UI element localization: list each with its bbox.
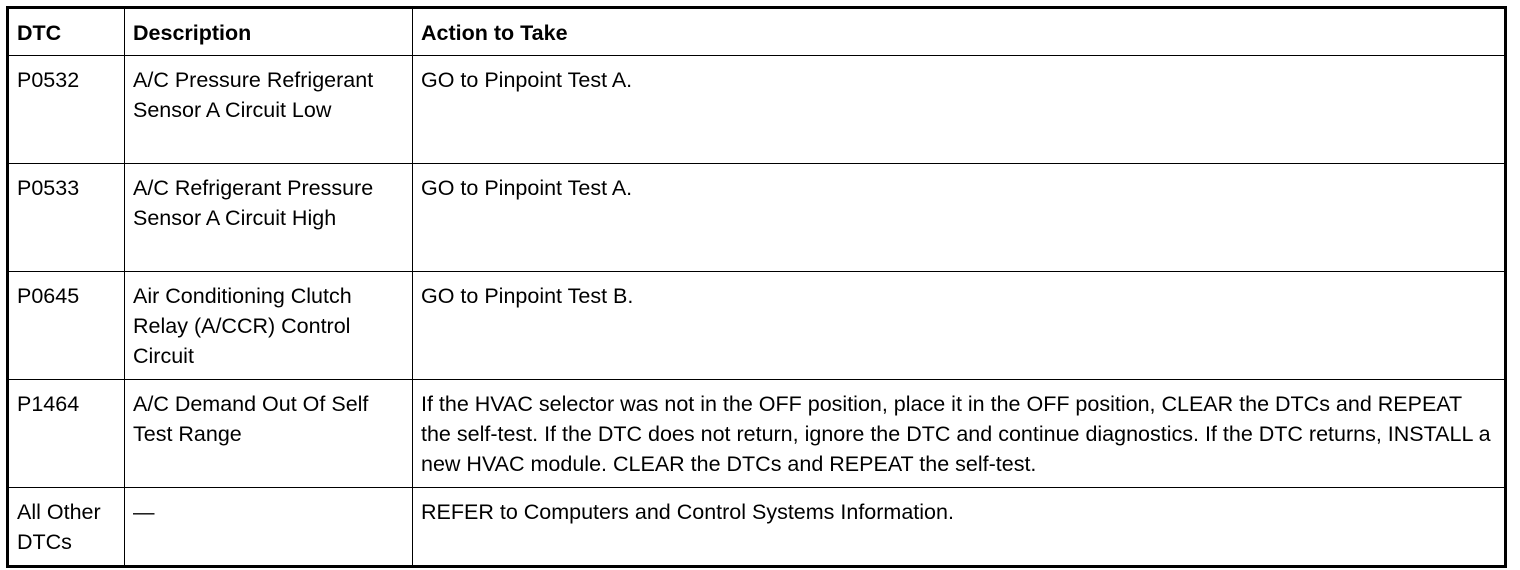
header-action: Action to Take xyxy=(413,8,1506,56)
dtc-code: P0645 xyxy=(8,272,125,380)
dtc-description: — xyxy=(125,488,413,567)
table-row xyxy=(8,272,1506,380)
dtc-action: GO to Pinpoint Test A. xyxy=(413,164,1506,272)
dtc-code: P0533 xyxy=(8,164,125,272)
table-row xyxy=(8,488,1506,567)
header-row xyxy=(8,8,1506,56)
dtc-table xyxy=(6,6,1507,568)
dtc-description: A/C Demand Out Of Self Test Range xyxy=(125,380,413,488)
dtc-code: P1464 xyxy=(8,380,125,488)
dtc-action: REFER to Computers and Control Systems Information. xyxy=(413,488,1506,567)
table-row xyxy=(8,56,1506,164)
table-row xyxy=(8,164,1506,272)
header-description: Description xyxy=(125,8,413,56)
dtc-description: A/C Refrigerant Pressure Sensor A Circuit High xyxy=(125,164,413,272)
dtc-action: GO to Pinpoint Test B. xyxy=(413,272,1506,380)
dtc-action: GO to Pinpoint Test A. xyxy=(413,56,1506,164)
table-row xyxy=(8,380,1506,488)
dtc-code: All Other DTCs xyxy=(8,488,125,567)
dtc-description: Air Conditioning Clutch Relay (A/CCR) Control Circuit xyxy=(125,272,413,380)
dtc-code: P0532 xyxy=(8,56,125,164)
dtc-description: A/C Pressure Refrigerant Sensor A Circuit Low xyxy=(125,56,413,164)
dtc-action: If the HVAC selector was not in the OFF position, place it in the OFF position, CLEAR the DTCs and REPEAT the self-test. If the DTC does not return, ignore the DTC and continue diagnostics. If the DTC returns, INSTALL a new HVAC module. CLEAR the DTCs and REPEAT the self-test. xyxy=(413,380,1506,488)
header-dtc: DTC xyxy=(8,8,125,56)
